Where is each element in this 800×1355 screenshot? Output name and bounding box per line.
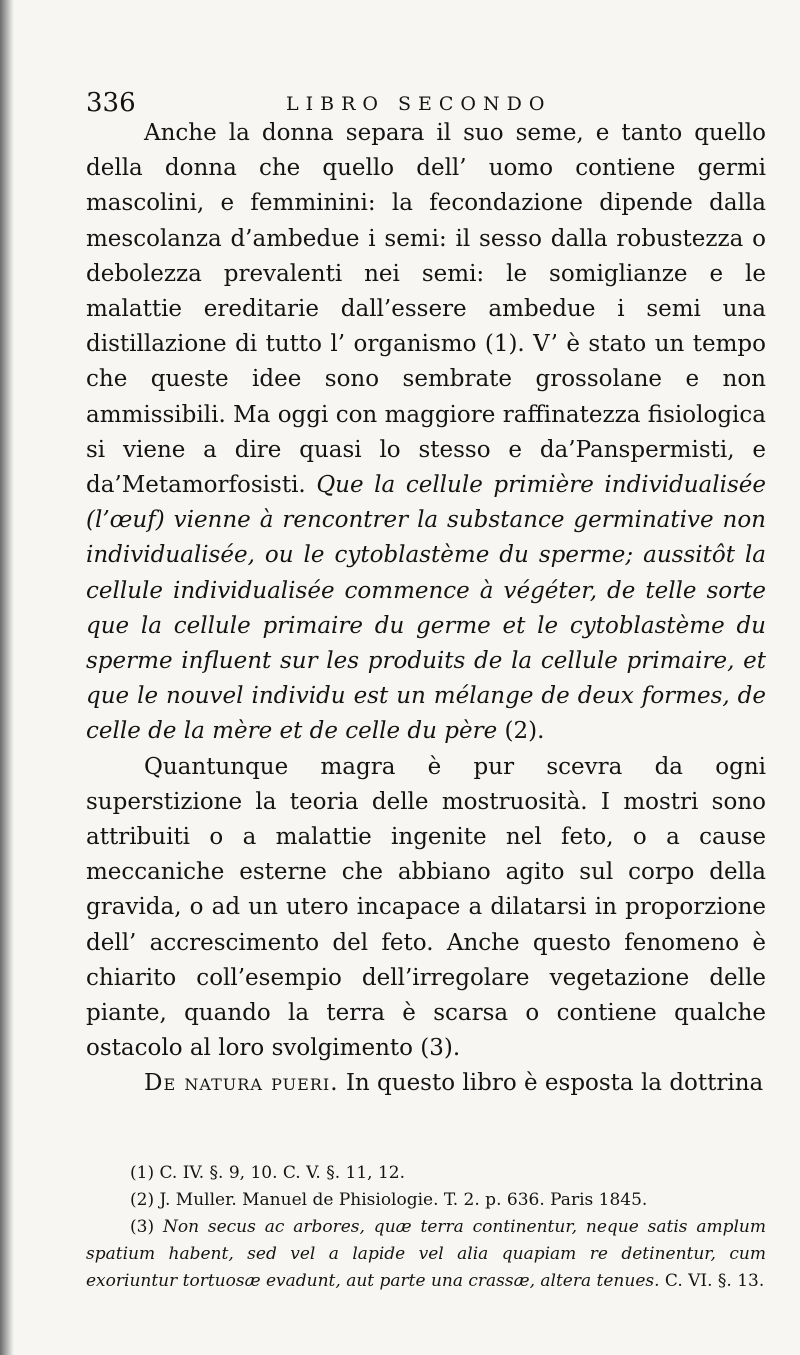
footnote-3 [86, 1214, 766, 1295]
footnote-latin-quote: Non secus ac arbores, quæ terra continentur, neque satis amplum spatium habent, sed vel a lapide vel alia quapiam re detinentur, cum exoriuntur tortuosæ evadunt, aut parte una crassæ, altera tenues. [86, 1217, 766, 1291]
paragraph-de-natura-pueri [86, 1066, 766, 1101]
paragraph-text: Anche la donna separa il suo seme, e tanto quello della donna che quello dell’ uomo contiene germi mascolini, e femminini: la fecondazione dipende dalla mescolanza d’ambedue i semi: il sesso dalla robustezza o debolezza prevalenti nei semi: le somiglianze e le malattie ereditarie dall’essere ambedue i semi una distillazione di tutto l’ organismo (1). V’ è stato un tempo che queste idee sono sembrate grossolane e non ammissibili. Ma oggi con maggiore raffinatezza fisiologica si viene a dire quasi lo stesso e da’Panspermisti, e da’Metamorfosisti. [86, 120, 766, 499]
footnote-ref: (2). [497, 718, 545, 745]
paragraph-text: Quantunque magra è pur scevra da ogni superstizione la teoria delle mostruosità. I mostri sono attribuiti o a malattie ingenite nel feto, o a cause meccaniche esterne che abbiano agito sul corpo della gravida, o ad un utero incapace a dilatarsi in proporzione dell’ accrescimento del feto. Anche questo fenomeno è chiarito coll’esempio dell’irregolare vegetazione delle piante, quando la terra è scarsa o contiene qualche ostacolo al loro svolgimento (3). [86, 753, 766, 1062]
page-number: 336 [86, 88, 136, 118]
paragraph-quantunque [86, 750, 766, 1067]
french-quotation: Que la cellule primière individualisée (l’œuf) vienne à rencontrer la substance germinative non individualisée, ou le cytoblastème du sperme; aussitôt la cellule individualisée commence à végéter, de telle sorte que la cellule primaire du germe et le cytoblastème du sperme influent sur les produits de la cellule primaire, et que le nouvel individu est un mélange de deux formes, de celle de la mère et de celle du père [86, 472, 766, 745]
footnote-marker: (3) [130, 1217, 163, 1237]
paragraph-text: In questo libro è esposta la dottrina [338, 1070, 764, 1097]
page-header [86, 88, 766, 118]
page-gutter-shadow [0, 0, 14, 1355]
footnote-1: (1) C. IV. §. 9, 10. C. V. §. 11, 12. [130, 1163, 405, 1183]
body-text [86, 116, 766, 1102]
footnote-2: (2) J. Muller. Manuel de Phisiologie. T. 2. p. 636. Paris 1845. [130, 1190, 648, 1210]
running-head: LIBRO SECONDO [286, 93, 552, 115]
section-title: De natura pueri. [144, 1070, 339, 1097]
footnote-source: C. VI. §. 13. [659, 1271, 765, 1291]
paragraph-anche [86, 116, 766, 750]
footnotes [86, 1160, 766, 1295]
